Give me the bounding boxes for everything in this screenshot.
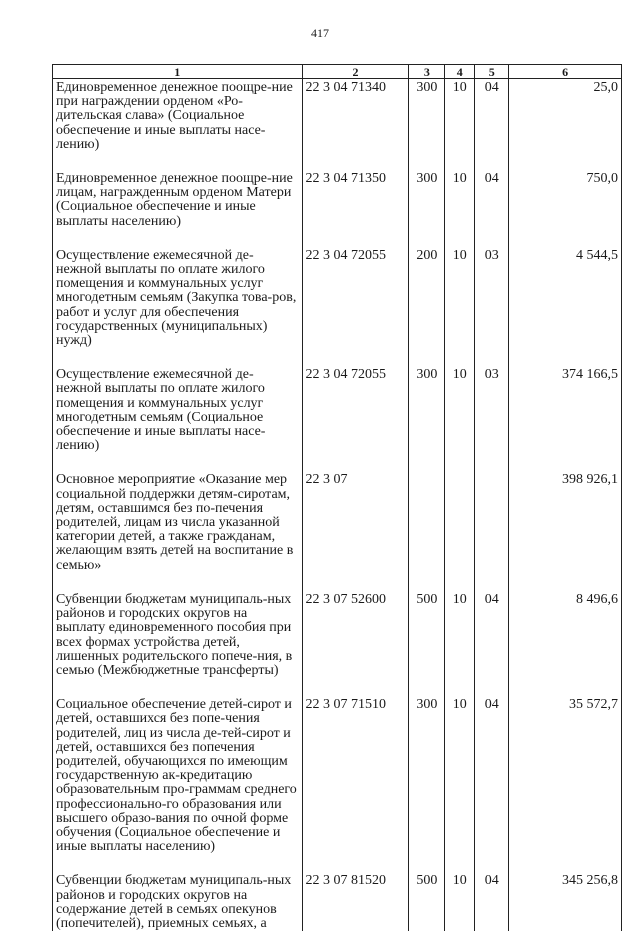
table-row (53, 473, 622, 592)
row-expense-type: 300 (409, 698, 445, 874)
header-col-3: 3 (409, 65, 445, 79)
row-section: 10 (445, 249, 475, 368)
row-expense-type: 500 (409, 874, 445, 931)
row-section: 10 (445, 79, 475, 173)
page-number: 417 (311, 26, 329, 40)
row-subsection: 04 (475, 698, 509, 874)
row-name: Единовременное денежное поощре-ние лицам, награжденным орденом Матери (Социальное обеспечение и иные выплаты населению) (53, 172, 303, 249)
row-sum: 35 572,7 (509, 698, 622, 874)
row-subsection (475, 473, 509, 592)
table-row (53, 79, 622, 173)
row-code: 22 3 07 81520 (302, 874, 409, 931)
row-code: 22 3 04 71340 (302, 79, 409, 173)
row-sum: 25,0 (509, 79, 622, 173)
table-header-row (53, 65, 622, 79)
row-subsection: 04 (475, 874, 509, 931)
header-col-2: 2 (302, 65, 409, 79)
table-row (53, 172, 622, 249)
table-row (53, 593, 622, 698)
budget-table (52, 64, 622, 931)
table-row (53, 874, 622, 931)
row-name: Основное мероприятие «Оказание мер социальной поддержки детям-сиротам, детям, оставшимся без по-печения родителей, лицам из числа указанной категории детей, а также гражданам, желающим взять детей на воспитание в семью» (53, 473, 303, 592)
row-subsection: 03 (475, 249, 509, 368)
row-name: Субвенции бюджетам муниципаль-ных районов и городских округов на содержание детей в семьях опекунов (попечителей), приемных семьях, а (53, 874, 303, 931)
row-sum: 750,0 (509, 172, 622, 249)
row-subsection: 03 (475, 368, 509, 473)
row-section (445, 473, 475, 592)
row-code: 22 3 07 71510 (302, 698, 409, 874)
table-row (53, 698, 622, 874)
row-code: 22 3 04 71350 (302, 172, 409, 249)
row-section: 10 (445, 593, 475, 698)
row-name: Единовременное денежное поощре-ние при награждении орденом «Ро-дительская слава» (Социальное обеспечение и иные выплаты насе-лению) (53, 79, 303, 173)
table-row (53, 249, 622, 368)
row-subsection: 04 (475, 172, 509, 249)
row-code: 22 3 04 72055 (302, 368, 409, 473)
row-expense-type: 200 (409, 249, 445, 368)
row-name: Осуществление ежемесячной де-нежной выплаты по оплате жилого помещения и коммунальных услуг многодетным семьям (Закупка това-ров, работ и услуг для обеспечения государственных (муниципальных) нужд) (53, 249, 303, 368)
row-name: Социальное обеспечение детей-сирот и детей, оставшихся без попе-чения родителей, лиц из числа де-тей-сирот и детей, оставшихся без попечения родителей, обучающихся по имеющим государственную ак-кредитацию образовательным про-граммам среднего профессионально-го образования или высшего образо-вания по очной форме обучения (Социальное обеспечение и иные выплаты населению) (53, 698, 303, 874)
row-section: 10 (445, 368, 475, 473)
row-sum: 345 256,8 (509, 874, 622, 931)
row-subsection: 04 (475, 593, 509, 698)
row-code: 22 3 07 52600 (302, 593, 409, 698)
row-expense-type: 300 (409, 368, 445, 473)
header-col-5: 5 (475, 65, 509, 79)
row-expense-type: 300 (409, 79, 445, 173)
row-code: 22 3 07 (302, 473, 409, 592)
row-name: Осуществление ежемесячной де-нежной выплаты по оплате жилого помещения и коммунальных услуг многодетным семьям (Социальное обеспечение и иные выплаты насе-лению) (53, 368, 303, 473)
row-sum: 8 496,6 (509, 593, 622, 698)
row-name: Субвенции бюджетам муниципаль-ных районов и городских округов на выплату единовременного пособия при всех формах устройства детей, лишенных родительского попече-ния, в семью (Межбюджетные трансферты) (53, 593, 303, 698)
row-expense-type: 300 (409, 172, 445, 249)
header-col-1: 1 (53, 65, 303, 79)
row-section: 10 (445, 874, 475, 931)
header-col-6: 6 (509, 65, 622, 79)
row-code: 22 3 04 72055 (302, 249, 409, 368)
row-section: 10 (445, 698, 475, 874)
row-sum: 398 926,1 (509, 473, 622, 592)
row-expense-type (409, 473, 445, 592)
header-col-4: 4 (445, 65, 475, 79)
table-row (53, 368, 622, 473)
row-section: 10 (445, 172, 475, 249)
row-sum: 4 544,5 (509, 249, 622, 368)
row-expense-type: 500 (409, 593, 445, 698)
row-subsection: 04 (475, 79, 509, 173)
row-sum: 374 166,5 (509, 368, 622, 473)
